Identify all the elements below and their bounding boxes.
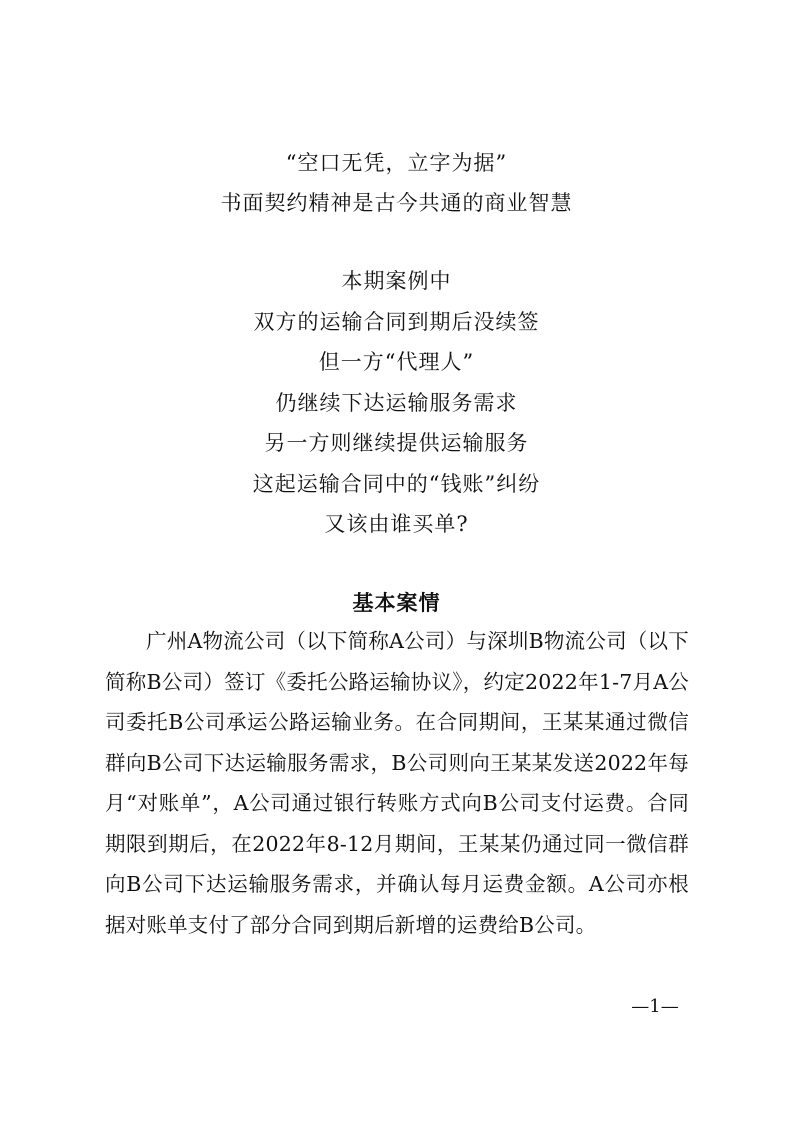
lead-line: 另一方则继续提供运输服务: [264, 431, 529, 455]
page-number: —1—: [631, 996, 679, 1017]
lead-line: 本期案例中: [341, 269, 452, 293]
lead-line: 仍继续下达运输服务需求: [275, 390, 518, 415]
lead-line: 又该由谁买单?: [324, 512, 469, 536]
intro-line: “空口无凭，立字为据”: [285, 151, 508, 175]
lead-line: 但一方“代理人”: [318, 350, 475, 374]
lead-line: 这起运输合同中的“钱账”纠纷: [252, 471, 541, 496]
case-paragraph: 广州A物流公司（以下简称A公司）与深圳B物流公司（以下简称B公司）签订《委托公路运输协议》，约定2022年1-7月A公司委托B公司承运公路运输业务。在合同期间，王某某通过微信群向B公司下达运输服务需求，B公司则向王某某发送2022年每月“对账单”，A公司通过银行转账方式向B公司支付运费。合同期限到期后，在2022年8-12月期间，王某某仍通过同一微信群向B公司下达运输服务需求，并确认每月运费金额。A公司亦根据对账单支付了部分合同到期后新增的运费给B公司。: [105, 629, 689, 937]
lead-line: 双方的运输合同到期后没续签: [253, 309, 540, 334]
lead-block: [0, 261, 793, 545]
section-heading: 基本案情: [352, 591, 441, 615]
intro-line: 书面契约精神是古今共通的商业智慧: [220, 191, 573, 215]
intro-quote-block: [0, 143, 793, 223]
